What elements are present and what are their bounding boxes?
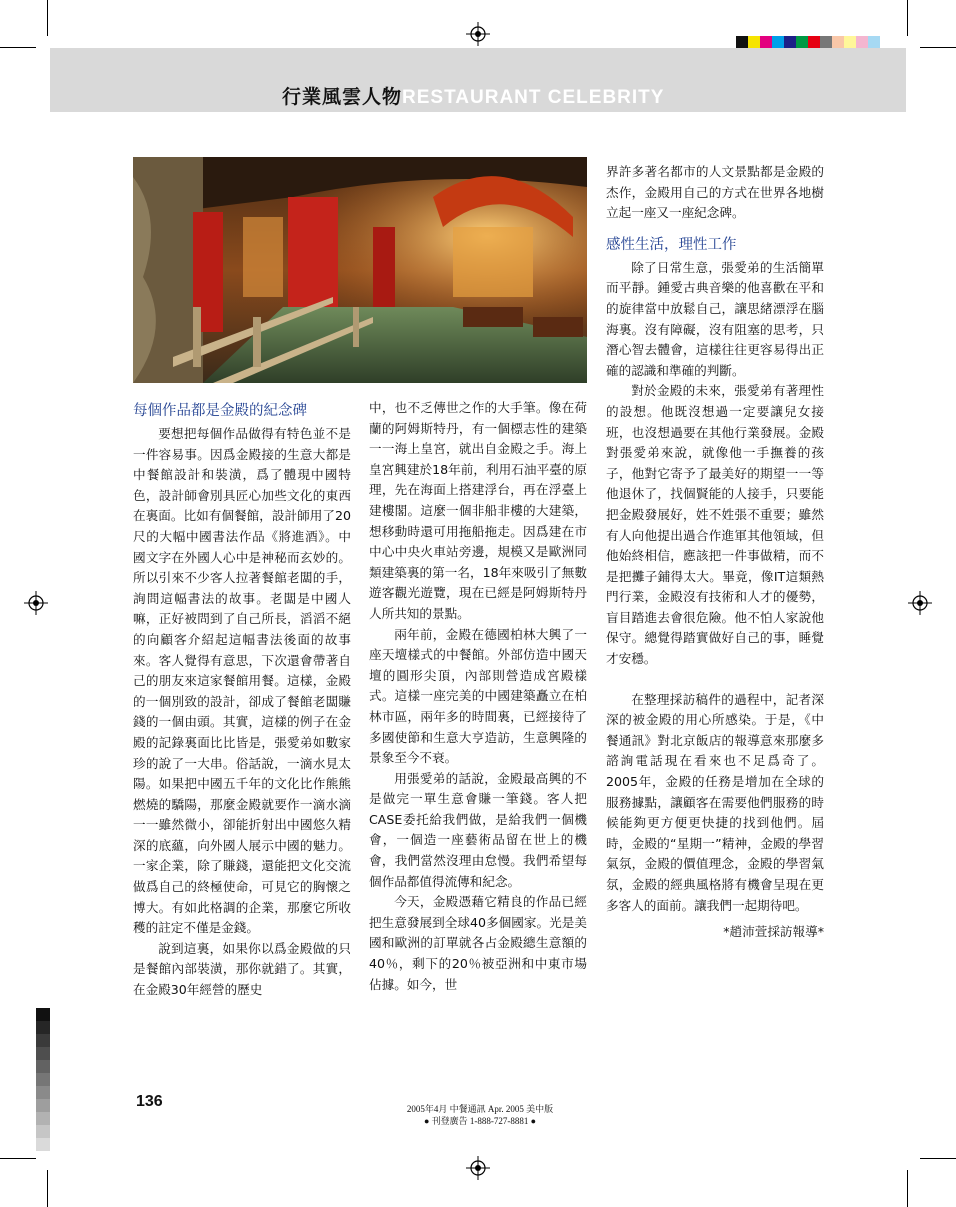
footer-info bbox=[380, 1103, 580, 1127]
crop-mark bbox=[0, 47, 36, 48]
crop-mark bbox=[47, 1170, 48, 1207]
color-swatch bbox=[856, 36, 868, 48]
color-swatch bbox=[760, 36, 772, 48]
gray-swatch bbox=[36, 1034, 50, 1047]
crop-mark bbox=[920, 1158, 956, 1159]
article-column-3 bbox=[606, 162, 824, 943]
crop-mark bbox=[47, 0, 48, 36]
paragraph: 除了日常生意，張愛弟的生活簡單而平靜。鍾愛古典音樂的他喜歡在平和的旋律當中放鬆自己，讓思緒漂浮在腦海裏。沒有障礙，沒有阻塞的思考，只潛心智去體會，這樣往往更容易得出正確的認識和準確的判斷。 bbox=[606, 259, 824, 378]
crop-mark bbox=[0, 1158, 36, 1159]
color-swatch bbox=[868, 36, 880, 48]
footer-line-1: 2005年4月 中餐通訊 Apr. 2005 美中版 bbox=[406, 1104, 554, 1114]
registration-mark-icon bbox=[466, 22, 490, 46]
byline: *趙沛萱採訪報導* bbox=[723, 924, 824, 940]
subheading: 感性生活，理性工作 bbox=[606, 236, 737, 253]
paragraph: 對於金殿的未來，張愛弟有著理性的設想。他既沒想過一定要讓兒女接班，也沒想過要在其他行業發展。金殿對張愛弟來說，就像他一手撫養的孩子，他對它寄予了最美好的期望一一等他退休了，找個賢能的人接手，只要能把金殿發展好，姓不姓張不重要；雖然有人向他提出過合作進軍其他領域，但他始終相信，應該把一件事做精，而不是把攤子鋪得太大。畢竟，像IT這類熱門行業，金殿沒有技術和人才的優勢，盲目踏進去會很危險。他不怕人家說他保守。總覺得踏實做好自己的事，睡覺才安穩。 bbox=[606, 383, 824, 667]
gray-swatch bbox=[36, 1138, 50, 1151]
color-calibration-strip bbox=[736, 36, 880, 48]
color-swatch bbox=[796, 36, 808, 48]
gray-swatch bbox=[36, 1008, 50, 1021]
gray-swatch bbox=[36, 1073, 50, 1086]
footer-line-2: ● 刊登廣告 1-888-727-8881 ● bbox=[423, 1116, 537, 1126]
registration-mark-icon bbox=[24, 591, 48, 615]
crop-mark bbox=[920, 47, 956, 48]
paragraph: 界許多著名都市的人文景點都是金殿的杰作，金殿用自己的方式在世界各地樹立起一座又一座紀念碑。 bbox=[606, 164, 824, 221]
color-swatch bbox=[844, 36, 856, 48]
crop-mark bbox=[907, 0, 908, 36]
gray-swatch bbox=[36, 1021, 50, 1034]
paragraph: 今天，金殿憑藉它精良的作品已經把生意發展到全球40多個國家。光是美國和歐洲的訂單就各占金殿總生意額的40％，剩下的20％被亞洲和中東市場佔據。如今，世 bbox=[369, 894, 587, 992]
section-title bbox=[282, 82, 664, 109]
gray-swatch bbox=[36, 1125, 50, 1138]
gray-swatch bbox=[36, 1086, 50, 1099]
paragraph: 用張愛弟的話說，金殿最高興的不是做完一單生意會賺一筆錢。客人把CASE委托給我們做，是給我們一個機會，一個造一座藝術品留在世上的機會，我們當然沒理由怠慢。我們希望每個作品都值得流傳和紀念。 bbox=[369, 770, 587, 889]
article-column-2 bbox=[369, 398, 587, 995]
gray-swatch bbox=[36, 1047, 50, 1060]
registration-mark-icon bbox=[466, 1156, 490, 1180]
gray-swatch bbox=[36, 1099, 50, 1112]
section-title-en: RESTAURANT CELEBRITY bbox=[402, 87, 665, 108]
registration-mark-icon bbox=[908, 591, 932, 615]
paragraph: 要想把每個作品做得有特色並不是一件容易事。因爲金殿接的生意大都是中餐館設計和裝潢，爲了體現中國特色，設計師會別具匠心加些文化的東西在裏面。比如有個餐館，設計師用了20尺的大幅中國書法作品《將進酒》。中國文字在外國人心中是神秘而玄妙的。所以引來不少客人拉著餐館老闆的手，詢問這幅書法的故事。老闆是中國人嘛，正好被問到了自己所長，滔滔不絕的向顧客介紹起這幅書法後面的故事來。客人覺得有意思，下次還會帶著自己的朋友來這家餐館用餐。這樣，金殿的一個別致的設計，卻成了餐館老闆賺錢的一個由頭。其實，這樣的例子在金殿的記錄裏面比比皆是，張愛弟如數家珍的說了一大串。俗話說，一滴水見太陽。如果把中國五千年的文化比作熊熊燃燒的驕陽，那麼金殿就要作一滴水滴一一雖然微小，卻能折射出中國悠久精深的底蘊，向外國人展示中國的魅力。一家企業，除了賺錢，還能把文化交流做爲自己的終極使命，可見它的胸懷之博大。有如此格調的企業，那麼它所收穫的註定不僅是金錢。 bbox=[133, 426, 351, 936]
section-title-zh: 行業風雲人物 bbox=[282, 86, 403, 108]
gray-swatch bbox=[36, 1112, 50, 1125]
restaurant-interior-photo bbox=[133, 157, 587, 383]
color-swatch bbox=[772, 36, 784, 48]
color-swatch bbox=[832, 36, 844, 48]
paragraph: 在整理採訪稿件的過程中，記者深深的被金殿的用心所感染。于是，《中餐通訊》對北京飯店的報導意來那麼多諮詢電話現在看來也不足爲奇了。2005年，金殿的任務是增加在全球的服務據點，讓顧客在需要他們服務的時候能夠更方便更快捷的找到他們。屆時，金殿的“星期一”精神，金殿的學習氣氛，金殿的價值理念，金殿的學習氣氛，金殿的經典風格將有機會呈現在更多客人的面前。讓我們一起期待吧。 bbox=[606, 691, 824, 913]
page-number: 136 bbox=[136, 1093, 163, 1110]
color-swatch bbox=[808, 36, 820, 48]
paragraph: 兩年前，金殿在德國柏林大興了一座天壇樣式的中餐館。外部仿造中國天壇的圓形尖頂，內部則營造成宮殿樣式。這樣一座完美的中國建築矗立在柏林市區，兩年多的時間裏，已經接待了多國使節和生意大亨造訪，生意興隆的景象至今不衰。 bbox=[369, 626, 587, 766]
gray-calibration-strip bbox=[36, 1008, 50, 1151]
crop-mark bbox=[907, 1170, 908, 1207]
color-swatch bbox=[736, 36, 748, 48]
color-swatch bbox=[820, 36, 832, 48]
gray-swatch bbox=[36, 1060, 50, 1073]
footer-ad-text: 刊登廣告 1-888-727-8881 bbox=[431, 1116, 529, 1126]
article-column-1 bbox=[133, 398, 351, 1001]
subheading: 每個作品都是金殿的紀念碑 bbox=[133, 403, 307, 419]
color-swatch bbox=[784, 36, 796, 48]
paragraph: 中，也不乏傳世之作的大手筆。像在荷蘭的阿姆斯特丹，有一個標志性的建築一一海上皇宮，就出自金殿之手。海上皇宮興建於18年前，利用石油平臺的原理，先在海面上搭建浮台，再在浮臺上建樓閣。這麼一個非船非樓的大建築，想移動時還可用拖船拖走。因爲建在市中心中央火車站旁邊，規模又是歐洲同類建築裏的第一名，18年來吸引了無數遊客觀光遊覽，現在已經是阿姆斯特丹人所共知的景點。 bbox=[369, 400, 587, 621]
color-swatch bbox=[748, 36, 760, 48]
paragraph: 說到這裏，如果你以爲金殿做的只是餐館內部裝潢，那你就錯了。其實，在金殿30年經營的歷史 bbox=[133, 940, 351, 998]
